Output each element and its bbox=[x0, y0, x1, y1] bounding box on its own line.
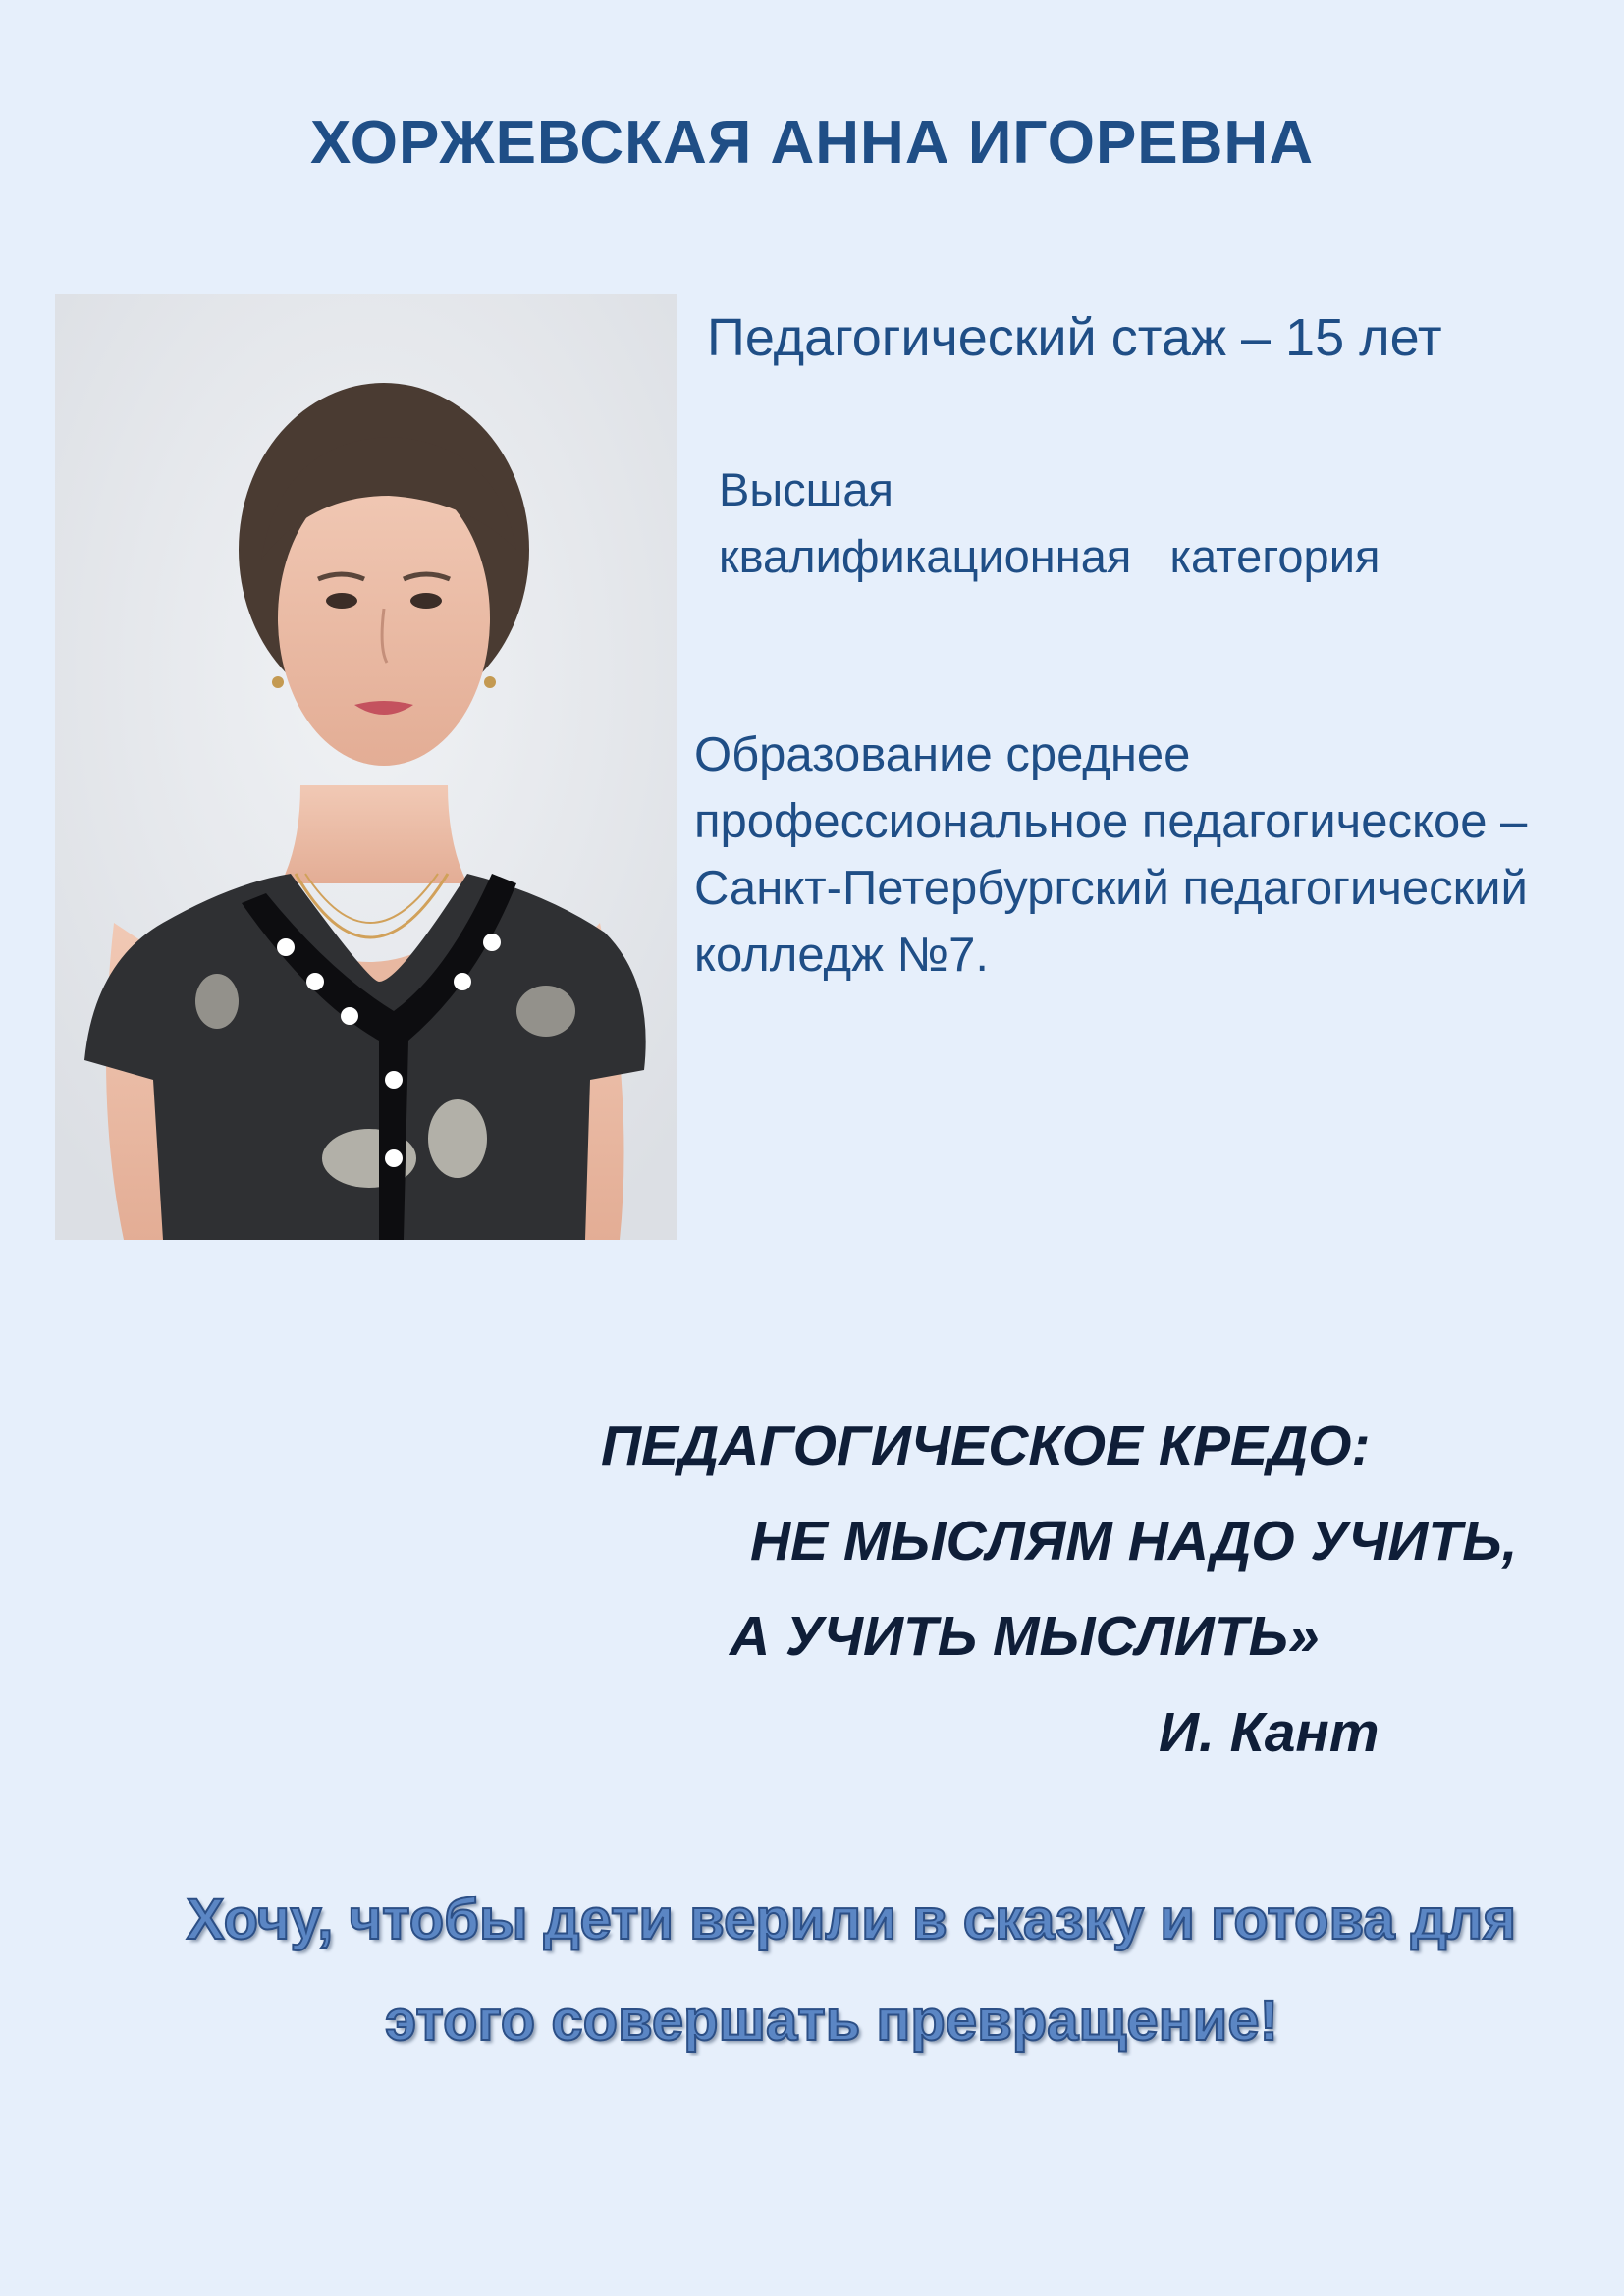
credo-line-2: А УЧИТЬ МЫСЛИТЬ» bbox=[730, 1605, 1320, 1668]
category-text bbox=[719, 456, 1583, 590]
education-line: колледж №7. bbox=[694, 929, 989, 982]
category-line-1: Высшая bbox=[719, 463, 893, 515]
page-title: ХОРЖЕВСКАЯ АННА ИГОРЕВНА bbox=[310, 109, 1314, 177]
experience-text: Педагогический стаж – 15 лет bbox=[707, 308, 1442, 367]
education-text bbox=[694, 721, 1607, 988]
category-line-2: квалификационная категория bbox=[719, 530, 1380, 582]
credo-line-1: НЕ МЫСЛЯМ НАДО УЧИТЬ, bbox=[750, 1510, 1518, 1573]
wish-line-1: Хочу, чтобы дети верили в сказку и готова для bbox=[186, 1888, 1517, 1951]
credo-heading: ПЕДАГОГИЧЕСКОЕ КРЕДО: bbox=[601, 1415, 1371, 1477]
education-line: Санкт-Петербургский педагогический bbox=[694, 862, 1528, 915]
credo-author: И. Кант bbox=[1159, 1701, 1380, 1764]
wish-line-2: этого совершать превращение! bbox=[385, 1989, 1278, 2053]
education-line: профессиональное педагогическое – bbox=[694, 795, 1528, 848]
portrait-photo bbox=[55, 294, 677, 1240]
education-line: Образование среднее bbox=[694, 728, 1191, 781]
